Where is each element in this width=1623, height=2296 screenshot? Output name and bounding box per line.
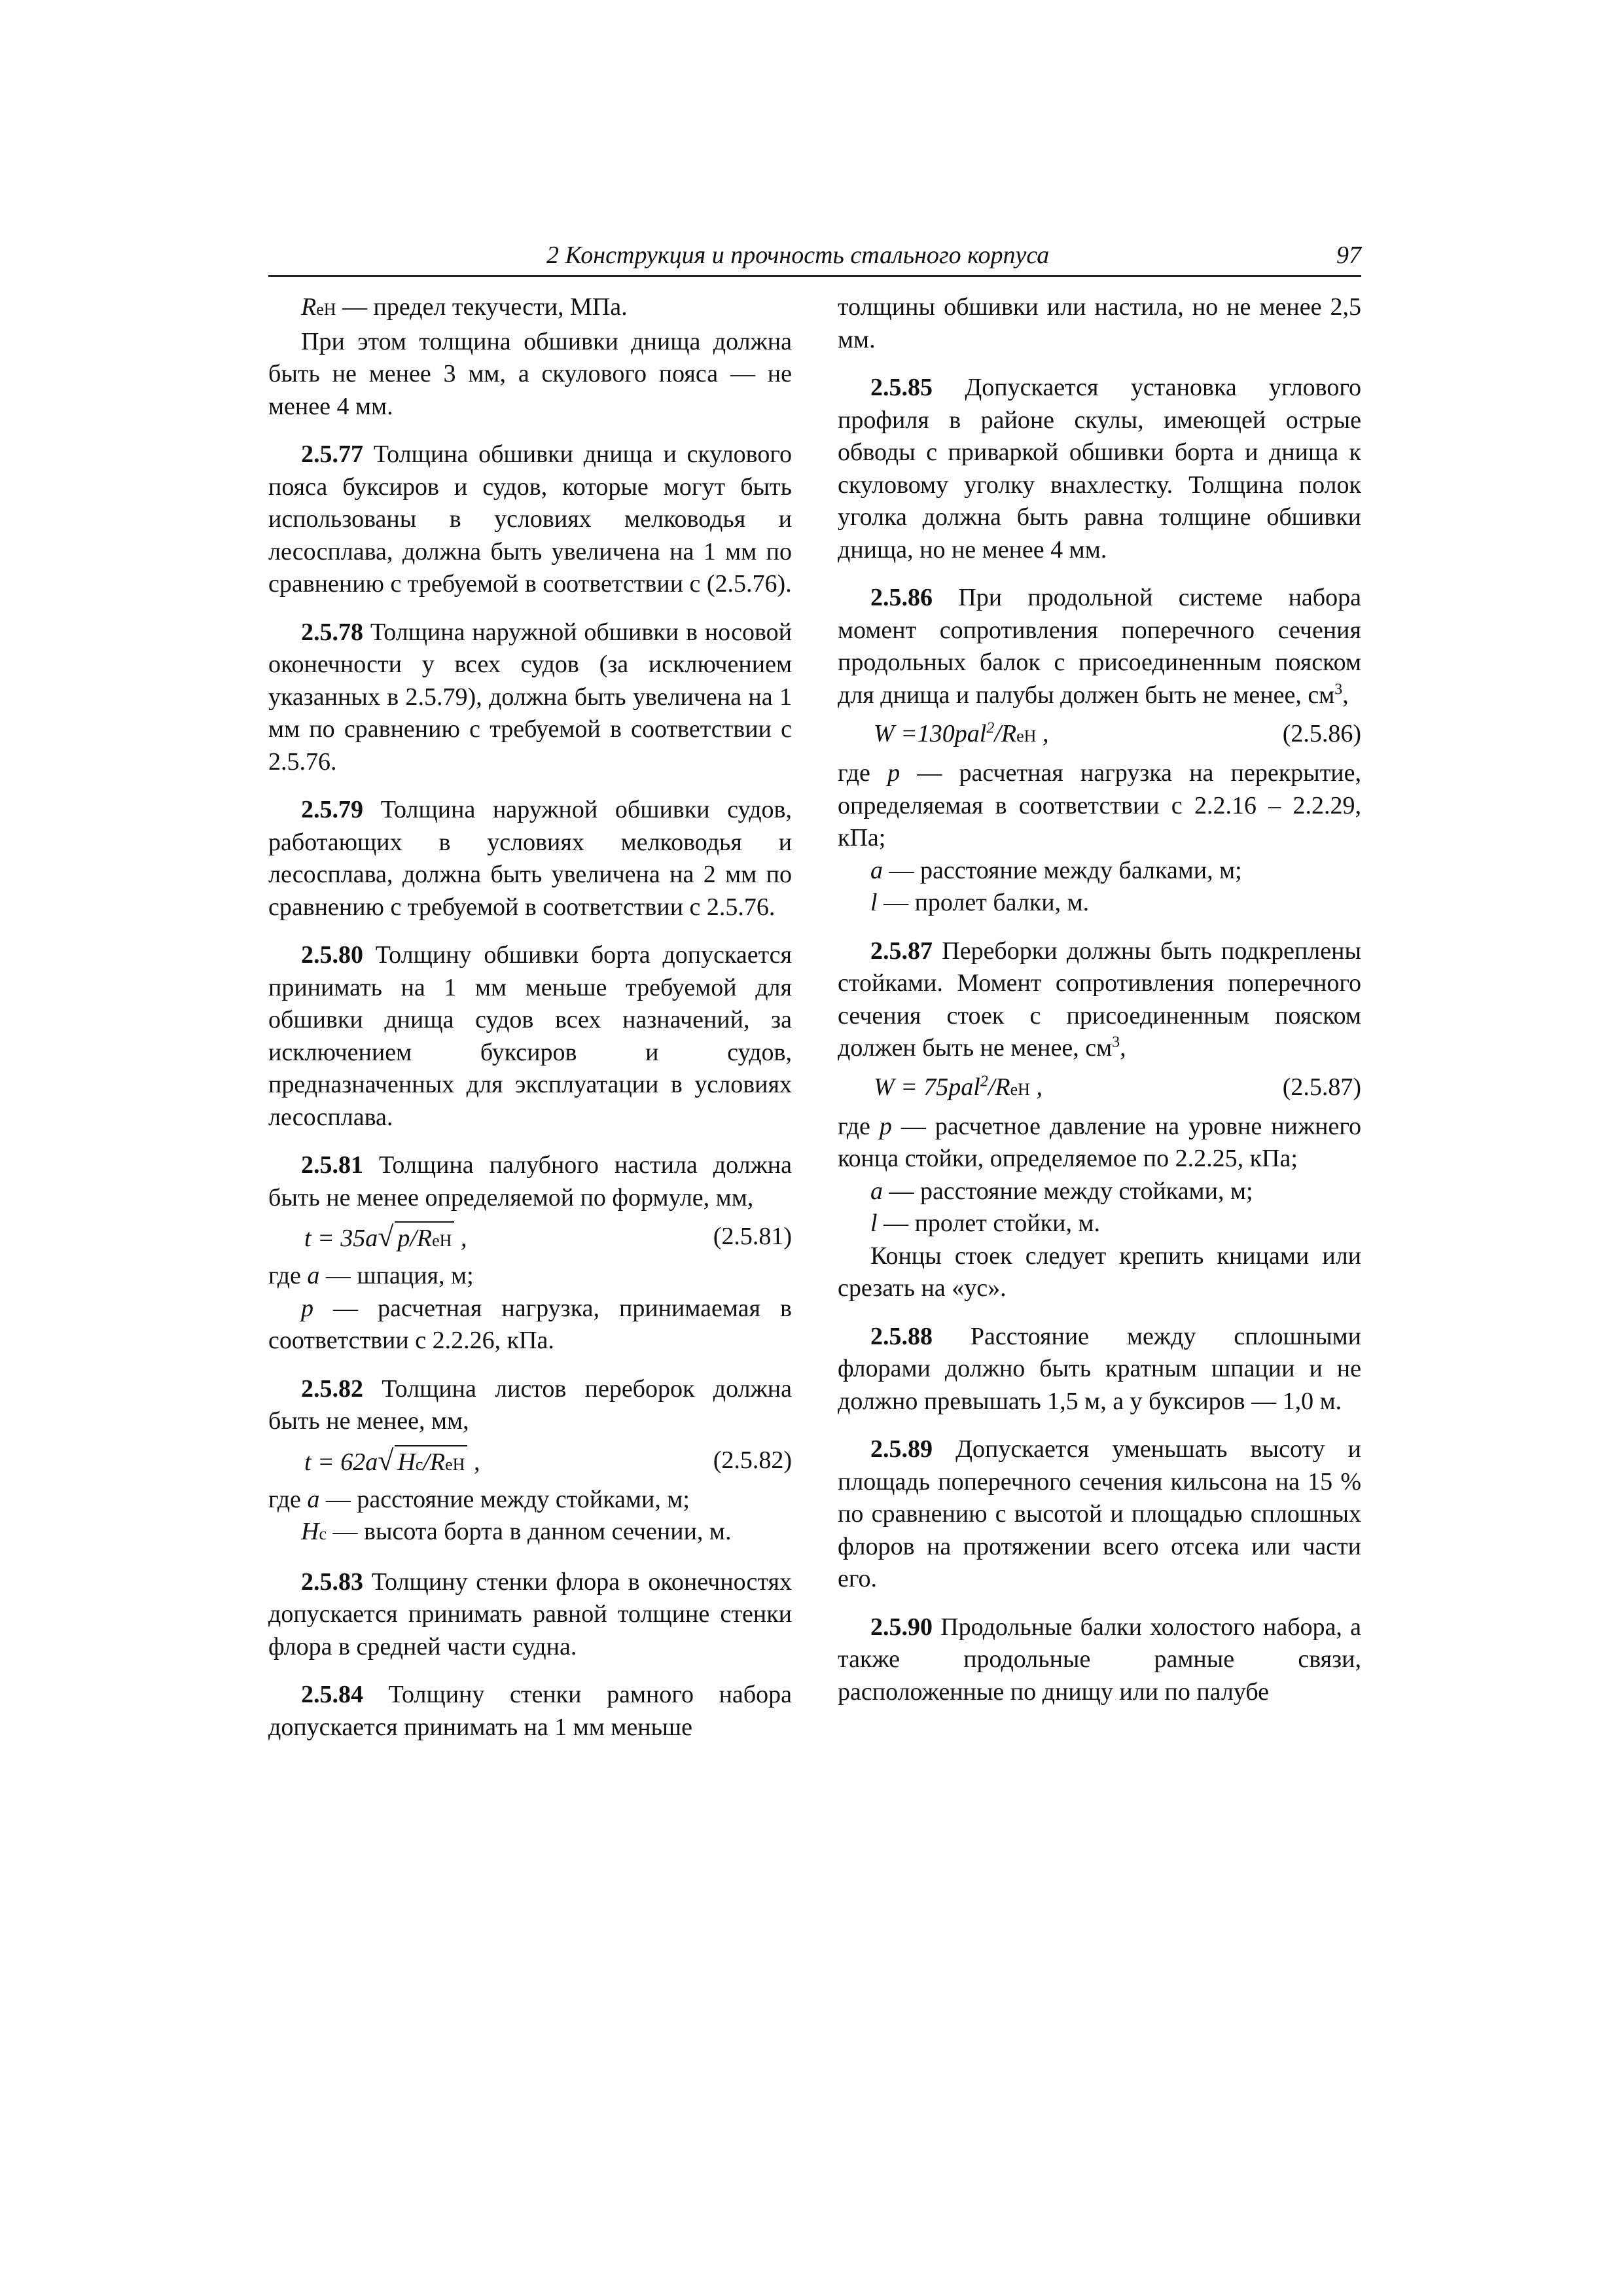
para-2-5-80: 2.5.80 Толщину обшивки борта допускается принимать на 1 мм меньше требуемой для обшивки днища судов всех назначений, за исключением буксиров и судов, предназначенных для эксплуатации в условиях лесосплава. [268,941,792,1131]
para-2-5-79: 2.5.79 Толщина наружной обшивки судов, работающих в условиях мелководья и лесосплава, должна быть увеличена на 2 мм по сравнению с требуемой в соответствии с 2.5.76. [268,796,792,921]
para-2-5-82: 2.5.82 Толщина листов переборок должна быть не менее, мм, [268,1374,792,1435]
para-continuation: толщины обшивки или настила, но не менее 2,5 мм. [838,293,1361,353]
where-list-item: Hс — высота борта в данном сечении, м. [301,1518,732,1545]
header-title: 2 Конструкция и прочность стального корпуса [546,242,1050,269]
para-yield: RеН — предел текучести, МПа. [301,293,628,321]
para-2-5-77: 2.5.77 Толщина обшивки днища и скулового пояса буксиров и судов, которые могут быть использованы в условиях мелководья и лесосплава, должна быть увеличена на 1 мм по сравнению с требуемой в соответствии с (2.5.76). [268,440,792,598]
formula-number: (2.5.81) [713,1223,792,1250]
para-2-5-88: 2.5.88 Расстояние между сплошными флорами должно быть кратным шпации и не должно превышать 1,5 м, а у буксиров — 1,0 м. [838,1322,1361,1415]
where-list-item: a — расстояние между балками, м; [870,856,1242,884]
where-list-item: где p — расчетное давление на уровне нижнего конца стойки, определяемое по 2.2.25, кПа; [838,1112,1361,1172]
where-list-item: a — расстояние между стойками, м; [870,1177,1253,1205]
where-list-item: где p — расчетная нагрузка на перекрытие, определяемая в соответствии с 2.2.16 – 2.2.29, кПа; [838,759,1361,852]
para-2-5-89: 2.5.89 Допускается уменьшать высоту и площадь поперечного сечения кильсона на 15 % по сравнению с высотой и площадью сплошных флоров на протяжении всего отсека или части его. [838,1435,1361,1592]
where-list-item: где a — расстояние между стойками, м; [268,1485,690,1513]
running-header [268,241,1361,277]
left-column [268,291,792,1744]
formula-2-5-82: t = 62a√ Hс/RеН , (2.5.82) [268,1441,792,1481]
where-list-item: l — пролет стойки, м. [870,1210,1100,1237]
where-list-item: p — расчетная нагрузка, принимаемая в соответствии с 2.2.26, кПа. [268,1294,792,1354]
para-2-5-85: 2.5.85 Допускается установка углового профиля в районе скулы, имеющей острые обводы с приваркой обшивки борта и днища к скуловому уголку внахлестку. Толщина полок уголка должна быть равна толщине обшивки днища, но не менее 4 мм. [838,374,1361,564]
formula-number: (2.5.86) [1282,720,1361,747]
para-stiffener-ends: Концы стоек следует крепить кницами или срезать на «ус». [838,1242,1361,1302]
right-column [838,291,1361,1708]
para-2-5-78: 2.5.78 Толщина наружной обшивки в носовой оконечности у всех судов (за исключением указанных в 2.5.79), должна быть увеличена на 1 мм по сравнению с требуемой в соответствии с 2.5.76. [268,618,792,776]
where-list-item: l — пролет балки, м. [870,889,1090,916]
formula-2-5-81: t = 35a√ p/RеН , (2.5.81) [268,1217,792,1257]
para-min-thickness: При этом толщина обшивки днища должна быть не менее 3 мм, а скулового пояса — не менее 4 мм. [268,327,792,420]
para-2-5-90: 2.5.90 Продольные балки холостого набора, а также продольные рамные связи, расположенные по днищу или по палубе [838,1613,1361,1706]
page-number: 97 [1336,242,1361,269]
where-list-item: где a — шпация, м; [268,1262,474,1289]
para-2-5-86: 2.5.86 При продольной системе набора момент сопротивления поперечного сечения продольных балок с присоединенным пояском для днища и палубы должен быть не менее, $см^3$, [838,584,1361,709]
para-2-5-84: 2.5.84 Толщину стенки рамного набора допускается принимать на 1 мм меньше [268,1681,792,1741]
para-2-5-83: 2.5.83 Толщину стенки флора в оконечностях допускается принимать равной толщине стенки флора в средней части судна. [268,1568,792,1660]
formula-2-5-86: W =130pal$^2$/RеН , (2.5.86) [838,714,1361,755]
para-2-5-87: 2.5.87 Переборки должны быть подкреплены стойками. Момент сопротивления поперечного сечения стоек с присоединенным пояском должен быть не менее, $см^3$, [838,937,1361,1062]
formula-number: (2.5.87) [1282,1073,1361,1101]
formula-number: (2.5.82) [713,1446,792,1474]
formula-2-5-87: W = 75pal$^2$/RеН , (2.5.87) [838,1067,1361,1108]
para-2-5-81: 2.5.81 Толщина палубного настила должна быть не менее определяемой по формуле, мм, [268,1151,792,1211]
